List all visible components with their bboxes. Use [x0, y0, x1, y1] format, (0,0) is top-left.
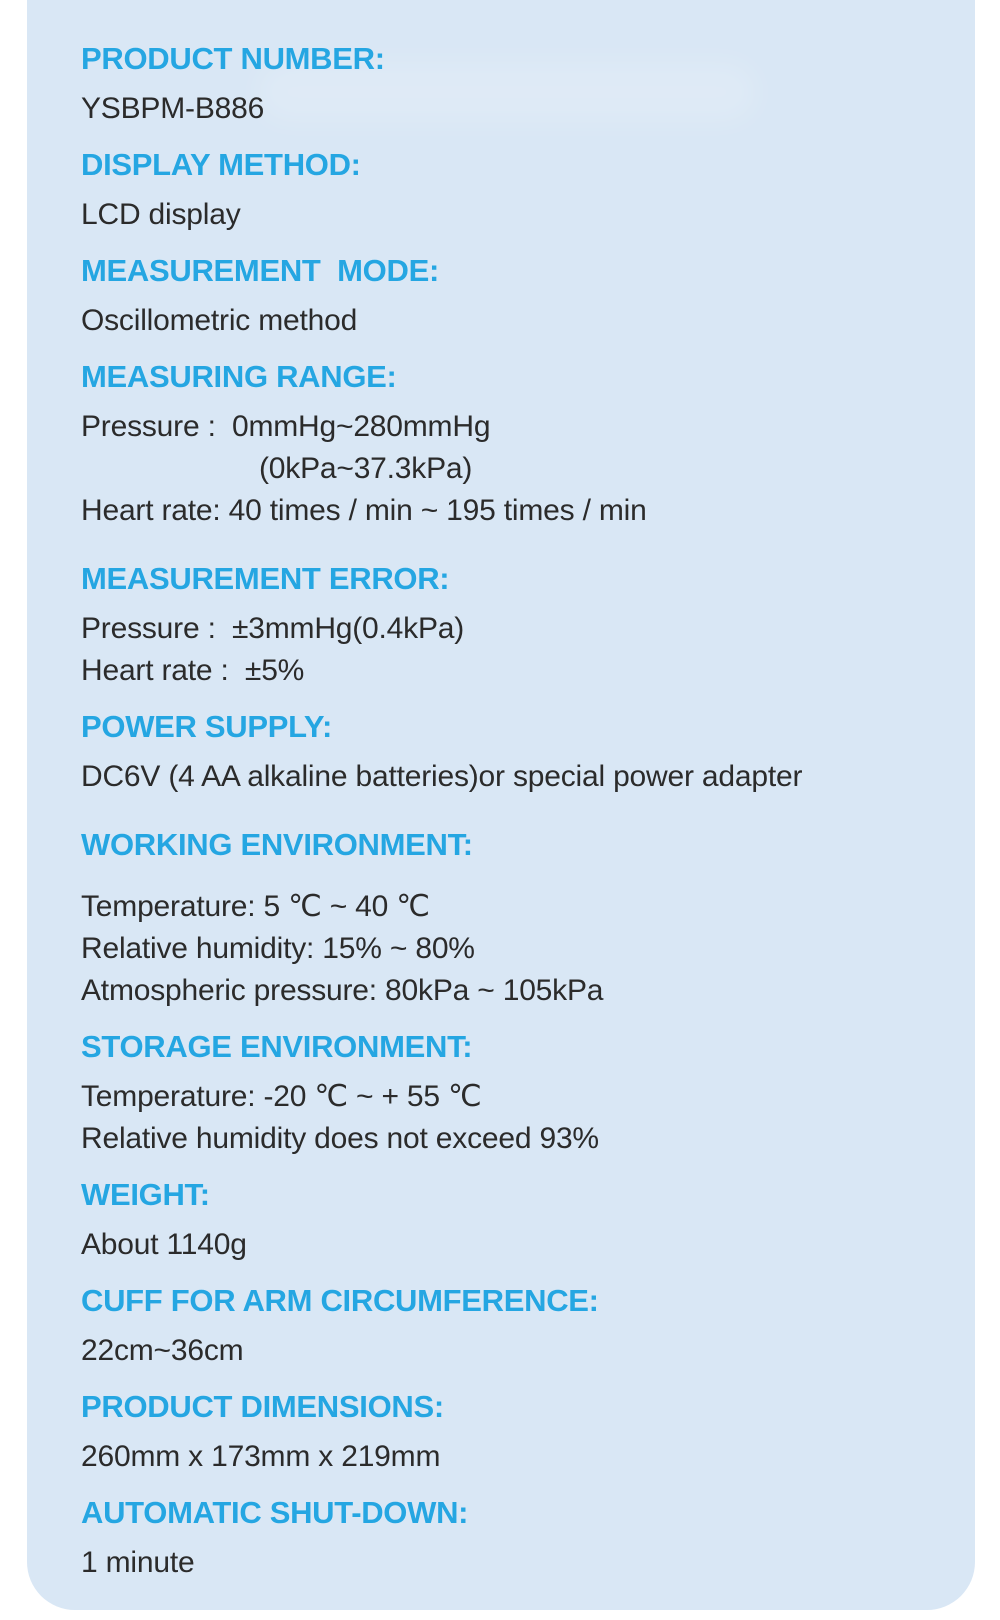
heading-measurement-mode: MEASUREMENT MODE: [81, 253, 439, 288]
value-working-humidity: Relative humidity: 15% ~ 80% [81, 932, 475, 965]
value-heart-rate-error: Heart rate : ±5% [81, 654, 305, 687]
section-measurement-mode [81, 254, 935, 342]
value-measurement-mode: Oscillometric method [81, 304, 358, 337]
heading-cuff-circumference: CUFF FOR ARM CIRCUMFERENCE: [81, 1283, 599, 1318]
value-power-supply: DC6V (4 AA alkaline batteries)or special power adapter [81, 760, 803, 793]
heading-power-supply: POWER SUPPLY: [81, 709, 333, 744]
section-measurement-error [81, 562, 935, 692]
section-automatic-shutdown [81, 1496, 935, 1584]
heading-display-method: DISPLAY METHOD: [81, 147, 361, 182]
heading-working-environment: WORKING ENVIRONMENT: [81, 827, 473, 862]
value-display-method: LCD display [81, 198, 241, 231]
section-weight [81, 1178, 935, 1266]
section-working-environment [81, 828, 935, 1012]
section-product-number [81, 42, 935, 130]
section-storage-environment [81, 1030, 935, 1160]
value-storage-temperature: Temperature: -20 ℃ ~ + 55 ℃ [81, 1080, 482, 1113]
value-pressure-range: Pressure : 0mmHg~280mmHg [81, 410, 491, 443]
value-storage-humidity: Relative humidity does not exceed 93% [81, 1122, 599, 1155]
value-automatic-shutdown: 1 minute [81, 1546, 195, 1579]
heading-product-number: PRODUCT NUMBER: [81, 41, 385, 76]
heading-weight: WEIGHT: [81, 1177, 210, 1212]
value-product-dimensions: 260mm x 173mm x 219mm [81, 1440, 441, 1473]
value-product-number: YSBPM-B886 [81, 92, 265, 125]
section-cuff-circumference [81, 1284, 935, 1372]
value-cuff-circumference: 22cm~36cm [81, 1334, 244, 1367]
heading-measuring-range: MEASURING RANGE: [81, 359, 397, 394]
section-power-supply [81, 710, 935, 798]
value-working-temperature: Temperature: 5 ℃ ~ 40 ℃ [81, 890, 430, 923]
value-pressure-error: Pressure : ±3mmHg(0.4kPa) [81, 612, 465, 645]
heading-measurement-error: MEASUREMENT ERROR: [81, 561, 450, 596]
value-heart-rate-range: Heart rate: 40 times / min ~ 195 times / min [81, 494, 647, 527]
heading-product-dimensions: PRODUCT DIMENSIONS: [81, 1389, 444, 1424]
section-display-method [81, 148, 935, 236]
value-working-pressure: Atmospheric pressure: 80kPa ~ 105kPa [81, 974, 604, 1007]
heading-storage-environment: STORAGE ENVIRONMENT: [81, 1029, 473, 1064]
value-weight: About 1140g [81, 1228, 247, 1261]
spec-sheet-panel [27, 0, 975, 1610]
section-measuring-range [81, 360, 935, 532]
heading-automatic-shutdown: AUTOMATIC SHUT-DOWN: [81, 1495, 469, 1530]
section-product-dimensions [81, 1390, 935, 1478]
value-pressure-range-kpa: (0kPa~37.3kPa) [259, 452, 473, 485]
